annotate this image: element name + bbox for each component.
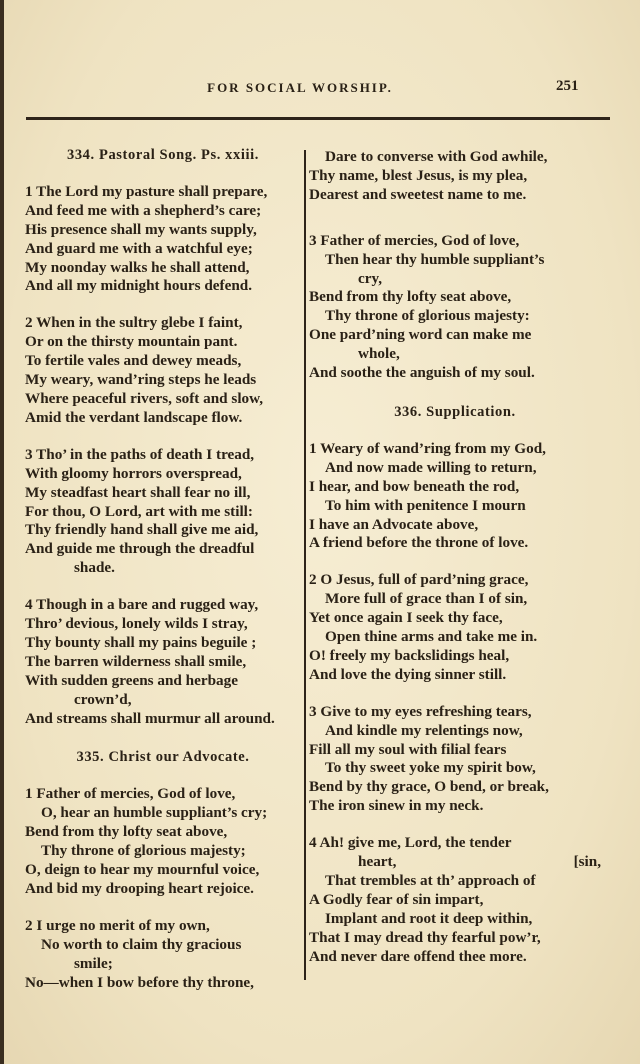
verse-line — [309, 459, 601, 478]
verse-line — [309, 440, 601, 459]
verse-text: One pard’ning word can make me — [309, 326, 532, 344]
verse-line — [25, 221, 301, 240]
verse-text: And soothe the anguish of my soul. — [309, 364, 535, 382]
verse-line — [309, 853, 601, 872]
verse-text: To thy sweet yoke my spirit bow, — [325, 759, 536, 777]
column-divider — [304, 150, 306, 980]
verse-line — [309, 232, 601, 251]
verse-text: And bid my drooping heart rejoice. — [25, 879, 254, 897]
verse-line — [25, 936, 301, 955]
verse-text: Open thine arms and take me in. — [325, 628, 538, 646]
verse-text: To fertile vales and dewey meads, — [25, 352, 242, 370]
stanza — [25, 446, 301, 578]
verse-line — [309, 534, 601, 553]
verse-text: His presence shall my wants supply, — [25, 220, 257, 238]
book-spine-edge — [0, 0, 4, 1064]
verse-text: 2 I urge no merit of my own, — [25, 916, 210, 934]
verse-text: Thro’ devious, lonely wilds I stray, — [25, 615, 248, 633]
verse-line — [25, 259, 301, 278]
verse-line — [25, 880, 301, 899]
verse-text: 4 Though in a bare and rugged way, — [25, 596, 259, 614]
verse-text: 1 The Lord my pasture shall prepare, — [25, 182, 268, 200]
verse-line — [25, 785, 301, 804]
verse-text: I have an Advocate above, — [309, 515, 479, 533]
verse-line — [309, 307, 601, 326]
verse-line — [309, 929, 601, 948]
verse-line — [309, 703, 601, 722]
verse-text: O, hear an humble suppliant’s cry; — [41, 804, 268, 822]
verse-line — [25, 371, 301, 390]
verse-text: Implant and root it deep within, — [325, 909, 533, 927]
verse-text: smile; — [74, 954, 113, 972]
verse-line — [309, 478, 601, 497]
verse-line — [25, 465, 301, 484]
verse-text: Then hear thy humble suppliant’s — [325, 250, 545, 268]
verse-text: For thou, O Lord, art with me still: — [25, 502, 253, 520]
stanza — [25, 183, 301, 296]
verse-text: And feed me with a shepherd’s care; — [25, 201, 262, 219]
verse-text: A friend before the throne of love. — [309, 534, 529, 552]
running-head: FOR SOCIAL WORSHIP. — [207, 80, 393, 95]
verse-text: With sudden greens and herbage — [25, 671, 238, 689]
verse-line — [309, 345, 601, 364]
verse-line — [25, 521, 301, 540]
verse-line — [309, 167, 601, 186]
verse-text: 4 Ah! give me, Lord, the tender — [309, 834, 512, 852]
verse-line — [309, 759, 601, 778]
verse-text: That trembles at th’ approach of — [325, 872, 536, 889]
verse-line — [25, 917, 301, 936]
verse-line — [309, 590, 601, 609]
verse-line — [309, 571, 601, 590]
verse-text: Dare to converse with God awhile, — [325, 148, 548, 165]
verse-text: Thy throne of glorious majesty; — [41, 842, 246, 860]
stanza — [309, 703, 601, 816]
verse-line — [25, 559, 301, 578]
verse-line — [309, 326, 601, 345]
verse-text: Where peaceful rivers, soft and slow, — [25, 389, 264, 407]
verse-text: To him with penitence I mourn — [325, 496, 526, 514]
verse-line — [25, 240, 301, 259]
verse-text: And guard me with a watchful eye; — [25, 239, 253, 257]
verse-line — [309, 666, 601, 685]
verse-line — [309, 186, 601, 205]
verse-text: Yet once again I seek thy face, — [309, 609, 503, 627]
verse-line — [309, 251, 601, 270]
verse-line — [25, 710, 301, 729]
verse-line — [25, 615, 301, 634]
verse-text: 2 When in the sultry glebe I faint, — [25, 314, 243, 332]
verse-text: cry, — [358, 269, 383, 287]
verse-text: And streams shall murmur all around. — [25, 709, 275, 727]
verse-text: heart, — [358, 853, 397, 871]
verse-line — [309, 148, 601, 167]
verse-text: And never dare offend thee more. — [309, 947, 527, 965]
verse-line — [25, 974, 301, 993]
verse-line — [309, 270, 601, 289]
verse-text: Thy bounty shall my pains beguile ; — [25, 633, 257, 651]
verse-text: Dearest and sweetest name to me. — [309, 185, 527, 203]
verse-line — [25, 540, 301, 559]
verse-line — [25, 653, 301, 672]
verse-line — [25, 503, 301, 522]
verse-line — [309, 872, 601, 891]
stanza — [309, 232, 601, 383]
verse-text: Amid the verdant landscape flow. — [25, 408, 243, 426]
verse-text: Bend from thy lofty seat above, — [309, 288, 512, 306]
stanza — [25, 917, 301, 993]
verse-text: O, deign to hear my mournful voice, — [25, 861, 260, 878]
hymn — [309, 148, 601, 383]
verse-line — [309, 288, 601, 307]
verse-line — [309, 910, 601, 929]
verse-text: A Godly fear of sin impart, — [309, 890, 484, 908]
verse-line — [309, 647, 601, 666]
stanza — [309, 834, 601, 966]
verse-line — [25, 842, 301, 861]
hymn — [309, 403, 601, 967]
verse-line — [309, 948, 601, 967]
verse-text: And all my midnight hours defend. — [25, 277, 253, 295]
verse-text: whole, — [358, 345, 400, 363]
verse-text: My weary, wand’ring steps he leads — [25, 371, 257, 389]
verse-line — [309, 722, 601, 741]
verse-text: Fill all my soul with filial fears — [309, 740, 507, 758]
left-column — [25, 146, 301, 992]
verse-text: 1 Father of mercies, God of love, — [25, 785, 236, 803]
verse-text: 2 O Jesus, full of pard’ning grace, — [309, 571, 529, 589]
header-rule — [26, 117, 610, 120]
verse-text: The barren wilderness shall smile, — [25, 652, 247, 670]
verse-text: I hear, and bow beneath the rod, — [309, 477, 520, 495]
verse-line — [309, 834, 601, 853]
stanza — [309, 440, 601, 553]
stanza — [309, 571, 601, 684]
verse-text: Bend by thy grace, O bend, or break, — [309, 778, 549, 796]
verse-text: Thy friendly hand shall give me aid, — [25, 521, 259, 539]
verse-line — [309, 797, 601, 816]
verse-text: No worth to claim thy gracious — [41, 935, 242, 953]
verse-line — [309, 628, 601, 647]
hymn-title: 335. Christ our Advocate. — [76, 749, 250, 766]
verse-line — [25, 183, 301, 202]
verse-line — [309, 891, 601, 910]
verse-text: My steadfast heart shall fear no ill, — [25, 483, 251, 501]
verse-line — [25, 823, 301, 842]
verse-text: O! freely my backslidings heal, — [309, 646, 510, 664]
stanza — [25, 314, 301, 427]
verse-line — [25, 352, 301, 371]
hymn — [25, 146, 301, 728]
verse-line — [25, 446, 301, 465]
verse-text: And love the dying sinner still. — [309, 665, 507, 683]
verse-text: Thy throne of glorious majesty: — [325, 307, 530, 325]
verse-line — [25, 596, 301, 615]
verse-line — [25, 409, 301, 428]
verse-line — [25, 314, 301, 333]
verse-line — [25, 333, 301, 352]
verse-text: My noonday walks he shall attend, — [25, 258, 250, 276]
verse-text: That I may dread thy fearful pow’r, — [309, 928, 541, 946]
page-number: 251 — [556, 78, 579, 94]
verse-text: And now made willing to return, — [325, 458, 537, 476]
verse-line — [25, 955, 301, 974]
verse-line — [25, 484, 301, 503]
verse-text: Thy name, blest Jesus, is my plea, — [309, 166, 528, 184]
verse-text: 3 Father of mercies, God of love, — [309, 231, 520, 249]
stanza — [25, 596, 301, 728]
verse-line — [25, 277, 301, 296]
verse-text: Bend from thy lofty seat above, — [25, 823, 228, 841]
verse-line — [25, 861, 301, 880]
verse-line — [25, 634, 301, 653]
hymn — [25, 748, 301, 992]
verse-text: 3 Tho’ in the paths of death I tread, — [25, 445, 255, 463]
hymn-title: 336. Supplication. — [394, 403, 516, 420]
verse-text: And guide me through the dreadful — [25, 540, 255, 558]
stanza — [25, 785, 301, 898]
hymn-title: 334. Pastoral Song. Ps. xxiii. — [66, 147, 259, 163]
right-column — [309, 148, 601, 967]
verse-line — [309, 609, 601, 628]
verse-line — [309, 497, 601, 516]
verse-line — [25, 202, 301, 221]
verse-line — [25, 804, 301, 823]
verse-text: crown’d, — [74, 690, 132, 708]
verse-text: shade. — [74, 559, 115, 577]
verse-text: With gloomy horrors overspread, — [25, 464, 242, 482]
verse-text: And kindle my relentings now, — [325, 721, 523, 739]
verse-line — [25, 390, 301, 409]
verse-line — [25, 691, 301, 710]
stanza — [309, 148, 601, 205]
verse-line — [309, 516, 601, 535]
verse-text: 3 Give to my eyes refreshing tears, — [309, 702, 532, 720]
verse-turnover: [sin, — [573, 853, 601, 871]
verse-text: Or on the thirsty mountain pant. — [25, 333, 238, 351]
verse-text: 1 Weary of wand’ring from my God, — [309, 439, 546, 457]
verse-line — [309, 364, 601, 383]
verse-line — [309, 741, 601, 760]
verse-text: No—when I bow before thy throne, — [25, 973, 254, 991]
verse-line — [25, 672, 301, 691]
verse-text: More full of grace than I of sin, — [325, 590, 528, 608]
verse-line — [309, 778, 601, 797]
verse-text: The iron sinew in my neck. — [309, 797, 484, 815]
